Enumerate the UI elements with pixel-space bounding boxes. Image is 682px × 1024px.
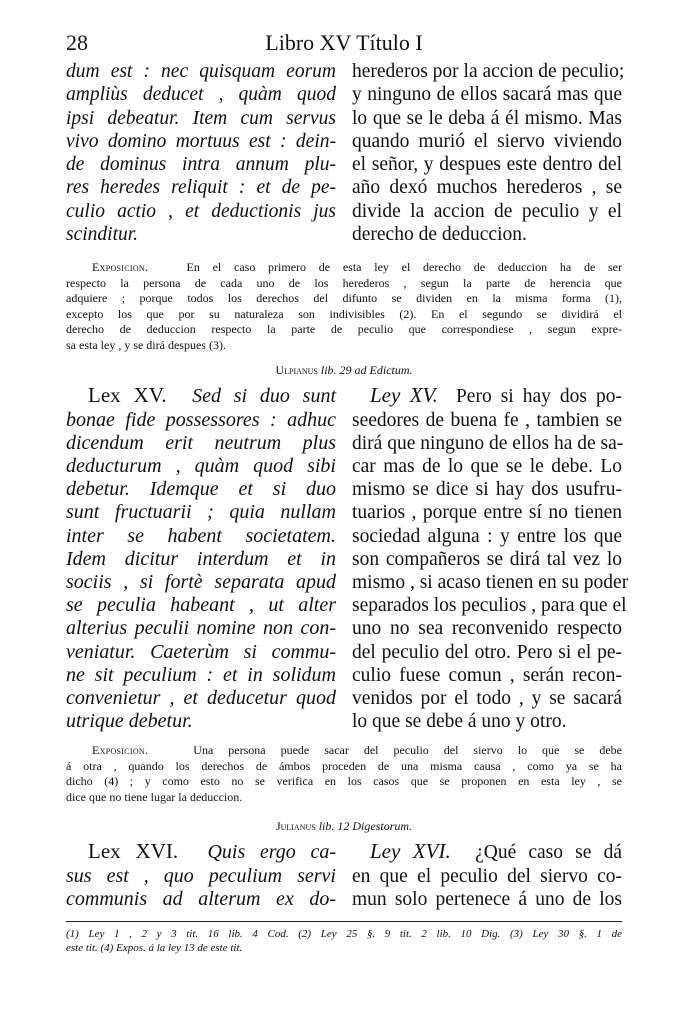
law-heading: Lex XV. bbox=[88, 383, 167, 408]
latin-line: res heredes reliquit : et de pe- bbox=[66, 177, 336, 199]
latin-line: debetur. Idemque et si duo bbox=[66, 478, 336, 501]
source-citation-2 bbox=[66, 819, 622, 834]
spanish-line: dirá que ninguno de ellos ha de sa- bbox=[352, 432, 624, 454]
latin-line: deducturum , quàm quod sibi bbox=[66, 454, 336, 477]
latin-line: de dominus intra annum plu- bbox=[66, 154, 336, 176]
spanish-line: divide la accion de peculio y el bbox=[352, 200, 622, 222]
latin-line: communis ad alterum ex do- bbox=[66, 887, 336, 910]
spanish-line: lo que se le deba á él mismo. Mas bbox=[352, 107, 622, 129]
spanish-line: venidos por el todo , y se sacará bbox=[352, 688, 622, 710]
exposicion-line: adquiere ; porque todos los derechos del difunto se dividen en la misma forma (1), bbox=[66, 291, 622, 306]
latin-line: utrique debetur. bbox=[66, 710, 193, 733]
latin-line: vivo domino mortuus est : dein- bbox=[66, 130, 336, 152]
latin-line: bonae fide possessores : adhuc bbox=[66, 408, 336, 431]
exposicion-line: respecto la persona de cada uno de los herederos , segun la parte de herencia que bbox=[66, 275, 622, 290]
exposicion-line: excepto los que por su naturaleza son indivisibles (2). En el segundo se dividirá el bbox=[66, 306, 622, 321]
source-author: Julianus bbox=[275, 819, 316, 834]
spanish-column bbox=[352, 60, 625, 246]
source-work: lib. 29 ad Edictum. bbox=[320, 363, 413, 378]
spanish-line: mun solo pertenece á uno de los bbox=[352, 888, 622, 910]
latin-line: sunt fructuarii ; quia nullam bbox=[66, 501, 336, 524]
latin-column bbox=[66, 384, 336, 733]
source-author: Ulpianus bbox=[275, 363, 318, 378]
page-number: 28 bbox=[66, 30, 88, 55]
latin-line: convenietur , et deducetur quod bbox=[66, 687, 336, 710]
exposicion-line: derecho de deduccion respecto la parte de peculio que correspondiese , segun expre- bbox=[66, 322, 622, 337]
latin-line: culio actio , et deductionis jus bbox=[66, 200, 336, 222]
exposicion-line: dicho (4) ; y como esto no se verifica en los casos que se proponen en esta ley , se bbox=[66, 774, 622, 789]
spanish-line: culio fuese comun , serán recon- bbox=[352, 664, 622, 686]
latin-line: scinditur. bbox=[66, 224, 139, 246]
latin-line: dicendum erit neutrum plus bbox=[66, 431, 336, 454]
latin-line: ampliùs deducet , quàm quod bbox=[66, 84, 336, 106]
page bbox=[66, 30, 629, 955]
spanish-line: tuarios , porque entre sí no tienen bbox=[352, 502, 622, 524]
source-work: lib. 12 Digestorum. bbox=[318, 819, 413, 834]
spanish-line: quando murió el siervo viviendo bbox=[352, 130, 622, 152]
latin-line: ipsi debeatur. Item cum servus bbox=[66, 107, 336, 129]
running-title: Libro XV Título I bbox=[265, 30, 423, 55]
latin-line: ne sit peculium : et in solidum bbox=[66, 663, 336, 686]
latin-line: sociis , si fortè separata apud bbox=[66, 571, 336, 593]
spanish-line: sociedad alguna : y entre los que bbox=[352, 525, 622, 547]
exposicion-line: á otra , quando los derechos de ámbos proceden de una misma causa , como ya se ha bbox=[66, 758, 622, 773]
latin-line: Idem dicitur interdum et in bbox=[66, 547, 336, 570]
law-heading: Lex XVI. bbox=[88, 839, 179, 864]
latin-line: dum est : nec quisquam eorum bbox=[66, 61, 336, 82]
spanish-line: seedores de buena fe , tambien se bbox=[352, 409, 622, 431]
spanish-line: el señor, y despues este dentro del bbox=[352, 154, 622, 176]
spanish-line: mismo , si acaso tienen en su poder bbox=[352, 572, 629, 593]
exposicion-line: Exposicion. Una persona puede sacar del peculio del siervo lo que se debe bbox=[92, 743, 623, 758]
spanish-line: mismo se dice si hay dos usufru- bbox=[352, 479, 622, 501]
law-heading: Ley XV. bbox=[370, 383, 438, 408]
footnote-line: (1) Ley 1 , 2 y 3 tit. 16 lib. 4 Cod. (2) Ley 25 §. 9 tit. 2 lib. 10 Dig. (3) Ley 30 §. 1 de bbox=[66, 928, 622, 941]
latin-column bbox=[66, 840, 336, 911]
law-15 bbox=[66, 383, 629, 733]
spanish-line: Ley XVI. ¿Qué caso se dá bbox=[352, 840, 622, 864]
law-14-continuation bbox=[66, 60, 625, 246]
latin-line: sus est , quo peculium servi bbox=[66, 864, 336, 887]
spanish-line: derecho de deduccion. bbox=[352, 224, 527, 246]
latin-line: Lex XVI. Quis ergo ca- bbox=[66, 840, 336, 864]
law-16 bbox=[66, 840, 622, 911]
law-heading: Ley XVI. bbox=[370, 839, 451, 864]
exposicion-line: dice que no tiene lugar la deduccion. bbox=[66, 789, 243, 804]
spanish-line: herederos por la accion de peculio; bbox=[352, 61, 625, 82]
spanish-line: uno no sea reconvenido respecto bbox=[352, 618, 622, 640]
spanish-line: Ley XV. Pero si hay dos po- bbox=[352, 384, 622, 408]
exposicion-label: Exposicion. bbox=[92, 260, 149, 275]
latin-line: veniatur. Caeterùm si commu- bbox=[66, 640, 336, 663]
spanish-line: lo que se debe á uno y otro. bbox=[352, 711, 567, 733]
spanish-line: separados los peculios , para que el bbox=[352, 595, 627, 617]
spanish-line: car mas de lo que se le debe. Lo bbox=[352, 455, 622, 477]
exposicion-2 bbox=[66, 743, 622, 805]
latin-line: se peculia habeant , ut alter bbox=[66, 594, 336, 617]
exposicion-line: Exposicion. En el caso primero de esta ley el derecho de deduccion ha de ser bbox=[92, 260, 623, 275]
latin-column bbox=[66, 60, 336, 246]
spanish-line: y ninguno de ellos sacará mas que bbox=[352, 84, 622, 106]
exposicion-line: sa esta ley , y se dirá despues (3). bbox=[66, 337, 226, 352]
spanish-line: año dexó muchos herederos , se bbox=[352, 177, 622, 199]
spanish-column bbox=[352, 840, 622, 911]
latin-line: inter se habent societatem. bbox=[66, 524, 336, 547]
spanish-column bbox=[352, 383, 629, 733]
spanish-line: son compañeros se dirá tal vez lo bbox=[352, 548, 622, 570]
footnote-line: este tit. (4) Expos. á la ley 13 de este tit. bbox=[66, 942, 243, 955]
page-header bbox=[66, 30, 622, 60]
spanish-line: en que el peculio del siervo co- bbox=[352, 865, 622, 887]
latin-line: Lex XV. Sed si duo sunt bbox=[66, 384, 336, 408]
exposicion-label: Exposicion. bbox=[92, 743, 149, 758]
footnotes bbox=[66, 927, 622, 955]
spanish-line: del peculio del otro. Pero si el pe- bbox=[352, 641, 622, 663]
exposicion-1 bbox=[66, 260, 622, 353]
latin-line: alterius peculii nomine non con- bbox=[66, 617, 336, 640]
source-citation-1 bbox=[66, 363, 622, 378]
footnote-rule bbox=[66, 921, 622, 922]
